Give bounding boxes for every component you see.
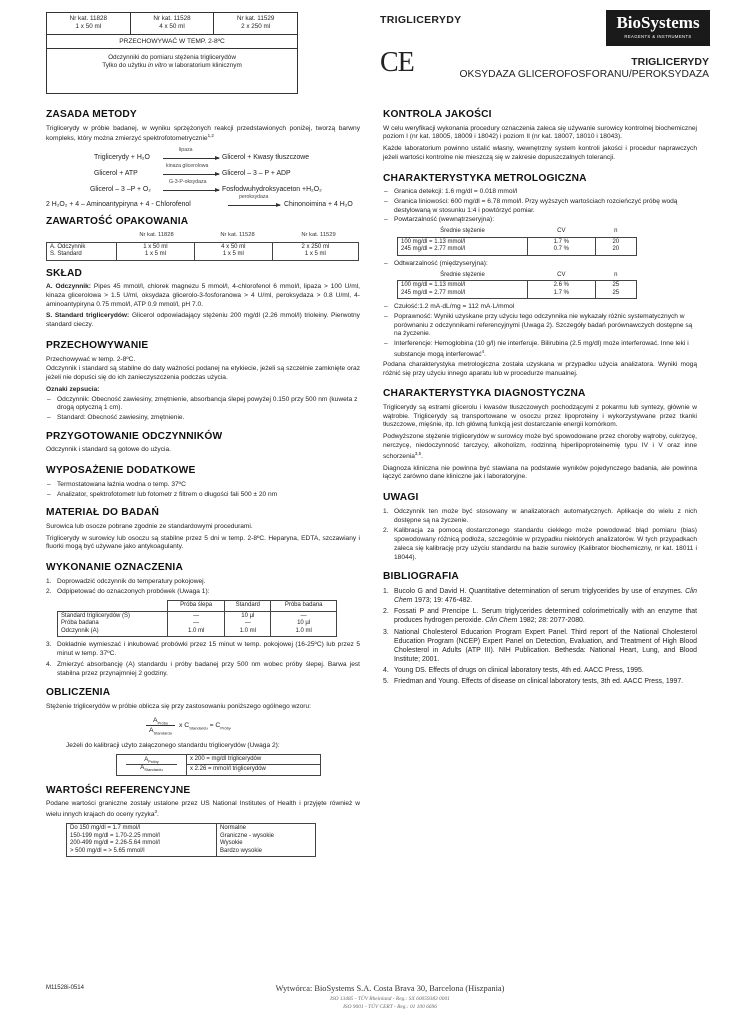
section-title-zawartosc: ZAWARTOŚĆ OPAKOWANIA (46, 216, 189, 228)
cat-cell-11528: Nr kat. 11528 4 x 50 ml (131, 13, 215, 34)
reaction-arrow (163, 190, 219, 191)
sklad-a: A. Odczynnik: Pipes 45 mmol/l, chlorek magnezu 5 mmol/l, 4-chlorofenol 6 mmol/l, lipaza > 100 U/ml, kinaza glicerolowa > 1.5 U/ml, oksydaza glicerolo-3-fosforanowa > 4 U/ml, peroksydaza > 0.8 U/ml, 4-aminoantypiryna 0.75 mmol/l, ATP 0.9 mmol/l, pH 7.0. (46, 283, 360, 308)
zasada-text: Triglicerydy w próbie badanej, w wyniku sprzężonych reakcji przedstawionych poniżej, tworzą barwny kompleks, który można zmierzyć spektrofotometrycznie$^{1,2}$ (46, 124, 360, 143)
section-title-wyposazenie: WYPOSAŻENIE DODATKOWE (46, 465, 196, 477)
pack-table: A. Odczynnik S. Standard 1 x 50 ml 1 x 5 ml 4 x 50 ml 1 x 5 ml 2 x 250 ml 1 x 5 ml (46, 242, 359, 261)
metrology-list-2: – Czułość:1.2 mA·dL/mg = 112 mA·L/mmol – Poprawność: Wyniki uzyskane przy użyciu tego odczynnika nie wykazały różnic systematycznych w porównaniu z odczynnikami referencyjnymi (Uwaga 2). Szczegóły badań porównawczych dostępne są na życzenie. – Interferencje: Hemoglobina (10 g/l) nie interferuje. Bilirubina (2.5 mg/dl) może interferować. Inne leki i substancje mogą interferować$^4$. (383, 303, 697, 360)
reaction-arrow (163, 174, 219, 175)
reaction-arrow (228, 205, 280, 206)
reaction-arrow (163, 158, 219, 159)
section-title-kontrola: KONTROLA JAKOŚCI (383, 109, 492, 120)
biosystems-logo: BioSystems REAGENTS & INSTRUMENTS (606, 10, 710, 46)
purpose-note: Odczynniki do pomiaru stężenia triglicerydów Tylko do użytku in vitro w laboratorium klinicznym (102, 54, 242, 69)
storage-note: PRZECHOWYWAĆ W TEMP. 2-8ºC (47, 35, 297, 49)
calc-table: $A_{Próby}$ $A_{Standardu}$ x 200 = mg/dl triglicerydów x 2.26 = mmol/l triglicerydów (116, 754, 321, 776)
section-title-wartosci: WARTOŚCI REFERENCYJNE (46, 784, 191, 796)
doc-title: TRIGLICERYDY (380, 14, 462, 26)
section-title-diagnostyczna: CHARAKTERYSTYKA DIAGNOSTYCZNA (383, 388, 586, 400)
reference-table: Do 150 mg/dl = 1.7 mmol/l 150-199 mg/dl = 1.70-2.25 mmol/l 200-499 mg/dl = 2.26-5.64 mmol/l > 500 mg/dl = > 5.65 mmol/l Normalne Graniczne - wysokie Wysokie Bardzo wysokie (66, 823, 316, 857)
doc-code: M11528i-0514 (46, 985, 84, 991)
section-title-sklad: SKŁAD (46, 267, 83, 279)
notes-list: 1. Odczynnik ten może być stosowany w analizatorach automatycznych. Aplikacje do wielu z nich dostępne są na życzenie. 2. Kalibracja za pomocą dostarczonego standardu ciekłego może powodować błąd pomiaru (bias) spowodowany różnicą podłoża, szczególnie w przypadku niektórych analizatorów. W tych przypadkach zaleca się kalibrację przy użyciu standardu na bazie surowicy (Kalibrator biochemiczny, nr kat. 18011 i 18044). (383, 507, 697, 561)
catalog-box (46, 12, 298, 94)
reference-text: Podane wartości graniczne zostały ustalone przez US National Institutes of Health i przyjęte również w wielu innych krajach do oceny ryzyka$^3$. (46, 800, 360, 819)
section-title-przechowywanie: PRZECHOWYWANIE (46, 339, 149, 351)
section-title-przygotowanie: PRZYGOTOWANIE ODCZYNNIKÓW (46, 430, 223, 442)
section-title-obliczenia: OBLICZENIA (46, 687, 111, 699)
iso-13485: ISO 13485 - TÜV Rheinland - Reg.: SX 60059383 0001 (330, 996, 450, 1002)
section-title-uwagi: UWAGI (383, 492, 419, 504)
section-title-metrologiczna: CHARAKTERYSTYKA METROLOGICZNA (383, 172, 587, 184)
section-title-zasada: ZASADA METODY (46, 109, 137, 120)
procedure-steps: 1. Doprowadzić odczynnik do temperatury pokojowej. 2. Odpipetować do oznaczonych probówek (Uwaga 1): (46, 577, 210, 596)
section-title-material: MATERIAŁ DO BADAŃ (46, 507, 159, 519)
manufacturer: Wytwórca: BioSystems S.A. Costa Brava 30, Barcelona (Hiszpania) (275, 984, 505, 993)
sklad-s: S. Standard triglicerydów: Glicerol odpowiadający stężeniu 200 mg/dl (2.26 mmol/l) trioleiny. Pierwotny standard cieczy. (46, 312, 360, 329)
precision-table-2: Średnie stężenie CV n 100 mg/dl = 1.13 mmol/l 245 mg/dl = 2.77 mmol/l 2.6 % 1.7 % 25 25 (397, 271, 637, 300)
pack-table-headers: Nr kat. 11828 Nr kat. 11528 Nr kat. 11529 (139, 231, 336, 238)
right-column: KONTROLA JAKOŚCI W celu weryfikacji wykonania procedury oznaczenia zaleca się używanie surowicy kontrolnej biochemicznej poziom I (nr kat. 18005, 18009 i 18042) i poziom II (nr kat. 18007, 18010 i 18043). Każde laboratorium powinno ustalić własny, wewnętrzny system kontroli jakości i procedur naprawczych jeżeli wartości kontrolne nie mieszczą się w zakresie dopuszczalnych tolerancji. CHARAKTERYSTYKA METROLOGICZNA – Granica detekcji: 1.6 mg/dl = 0.018 mmol/l – Granica liniowości: 600 mg/dl = 6.78 mmol/l. Przy wyższych wartościach rozcieńczyć próbę wodą destylowaną w stosunku 1:4 i powtórzyć pomiar. – Powtarzalność (wewnątrzseryjna): Średnie stężenie CV n 100 mg/dl = 1.13 mmol/l 245 mg/dl = 2.77 mmol/l 1.7 % 0.7 % 20 20 – Odtwarzalność (międzyseryjna): Średnie stężenie CV n 100 mg/dl = 1.13 mmol/l 245 mg/dl = 2.77 mmol/l 2.6 % 1.7 % 25 25 – Czułość:1.2 mA·dL/mg = 112 mA·L/mmol – Poprawność: Wyniki uzyskane przy użyciu tego odczynnika nie wykazały różnic systematycznych w porównaniu z odczynnikami referencyjnymi (Uwaga 2). Szczegóły badań porównawczych dostępne są na życzenie. – Interferencje: Hemoglobina (10 g/l) nie interferuje. Bilirubina (2.5 mg/dl) może interferować. Inne leki i substancje mogą interferować$^4$. Podana charakterystyka metrologiczna została uzyskana w przypadku użycia analizatora. Wyniki mogą różnić się przy użyciu innego aparatu lub w procedurze manualnej. CHARAKTERYSTYKA DIAGNOSTYCZNA Triglicerydy są estrami glicerolu i kwasów tłuszczowych pochodzącymi z pokarmu lub syntezy, głównie w wątrobie. Triglicerydy są transportowane w osoczu przez lipoproteiny i wykorzystywane przez tkanki tłuszczowe, mięśnie, itp. Ich główną funkcją jest dostarczanie energii komórkom. Podwyższone stężenie triglicerydów w surowicy może być spowodowane przez choroby wątroby, cukrzycę, nerczycę, niedoczynność tarczycy, alkoholizm, rodzinną hiperlipoproteinemię typu IV i V oraz inne schorzenia$^{3,5}$. Diagnoza kliniczna nie powinna być stawiana na podstawie wyników pojedynczego badania, ale powinna łączyć zarówno dane kliniczne jak i laboratoryjne. UWAGI 1. Odczynnik ten może być stosowany w analizatorach automatycznych. Aplikacje do wielu z nich dostępne są na życzenie. 2. Kalibracja za pomocą dostarczonego standardu ciekłego może powodować błąd pomiaru (bias) spowodowany różnicą podłoża, szczególnie w przypadku niektórych analizatorów. W tych przypadkach zaleca się kalibrację przy użyciu standardu na bazie surowicy (Kalibrator biochemiczny, nr kat. 18011 i 18044). BIBLIOGRAFIA 1. Bucolo G and David H. Quantitative determination of serum triglycerides by use of enzymes. Clin Chem 1973; 19: 476-482. 2. Fossati P and Prencipe L. Serum triglycerides determined colorimetrically with an enzyme that produces hydrogen peroxide. Clin Chem 1982; 28: 2077-2080. 3. National Cholesterol Educarion Program Expert Panel. Third report of the National Cholesterol Education Program (NCEP) Expert Panel on Detection, Evaluation, and Treatment of High Blood Cholesterol in Adults (ATP III). NIH Publication. Bethesda: National Heart, Lung, and Blood Institute; 2001. 4. Young DS. Effects of drugs on clinical laboratory tests, 4th ed. AACC Press, 1995. 5. Friedman and Young. Effects of disease on clinical laboratory tests, 3th ed. AACC Press, 1997. (383, 108, 697, 689)
equipment-list: – Termostatowana łaźnia wodna o temp. 37ºC – Analizator, spektrofotometr lub fotometr z filtrem o długości fali 500 ± 20 nm (46, 481, 360, 500)
section-title-bibliografia: BIBLIOGRAFIA (383, 571, 459, 583)
procedure-table: Próba ślepa Standard Próba badana Standard triglicerydów (S) Próba badana Odczynnik (A) — — 1.0 ml 10 µl — 1.0 ml — 10 µl 1.0 ml (57, 600, 337, 637)
ce-mark: CE (380, 47, 414, 78)
metrology-list: – Granica detekcji: 1.6 mg/dl = 0.018 mmol/l – Granica liniowości: 600 mg/dl = 6.78 mmol/l. Przy wyższych wartościach rozcieńczyć próbę wodą destylowaną w stosunku 1:4 i powtórzyć pomiar. – Powtarzalność (wewnątrzseryjna): (383, 188, 697, 225)
bibliography-list: 1. Bucolo G and David H. Quantitative determination of serum triglycerides by use of enzymes. Clin Chem 1973; 19: 476-482. 2. Fossati P and Prencipe L. Serum triglycerides determined colorimetrically with an enzyme that produces hydrogen peroxide. Clin Chem 1982; 28: 2077-2080. 3. National Cholesterol Educarion Program Expert Panel. Third report of the National Cholesterol Education Program (NCEP) Expert Panel on Detection, Evaluation, and Treatment of High Blood Cholesterol in Adults (ATP III). NIH Publication. Bethesda: National Heart, Lung, and Blood Institute; 2001. 4. Young DS. Effects of drugs on clinical laboratory tests, 4th ed. AACC Press, 1995. 5. Friedman and Young. Effects of disease on clinical laboratory tests, 3th ed. AACC Press, 1997. (383, 587, 697, 686)
iso-9001: ISO 9001 - TÜV CERT - Reg.: 01 100 6696 (343, 1004, 437, 1010)
method-name: OKSYDAZA GLICEROFOSFORANU/PEROKSYDAZA (459, 69, 709, 80)
cat-cell-11529: Nr kat. 11529 2 x 250 ml (237, 15, 275, 30)
reaction-equations: lipaza Triglicerydy + H₂O Glicerol + Kwasy tłuszczowe kinaza glicerolowa Glicerol + ATP Glicerol – 3 – P + ADP G-3-P-oksydaza Glicerol – 3 –P + O₂ Fosfodwuhydroksyaceton +H₂O₂ peroksydaza 2 H₂O₂ + 4 – Aminoantypiryna + 4 - Chlorofenol Chinonoimina + 4 H₂O (46, 147, 353, 209)
cat-cell-11828: Nr kat. 11828 1 x 50 ml (47, 13, 131, 34)
procedure-steps-2: 3. Dokładnie wymieszać i inkubować probówki przez 15 minut w temp. pokojowej (16-25ºC) lub przez 5 minut w temp. 37ºC. 4. Zmierzyć absorbancję (A) standardu i próby badanej przy 500 nm wobec próby ślepej. Barwa jest stabilna przez przynajmniej 2 godziny. (46, 641, 360, 677)
precision-table-1: Średnie stężenie CV n 100 mg/dl = 1.13 mmol/l 245 mg/dl = 2.77 mmol/l 1.7 % 0.7 % 20 20 (397, 227, 637, 256)
spoil-list: – Odczynnik: Obecność zawiesiny, zmętnienie, absorbancja ślepej powyżej 0.150 przy 500 nm (kuweta z drogą optyczną 1 cm). – Standard: Obecność zawiesiny, zmętnienie. (46, 396, 360, 423)
section-title-wykonanie: WYKONANIE OZNACZENIA (46, 562, 183, 574)
general-formula: $A_{Próby}$ $A_{Standardu}$ x $C_{Standardu} = C_{Próby}$ (146, 716, 360, 736)
subtitle: TRIGLICERYDY (631, 56, 709, 68)
left-column: ZASADA METODY Triglicerydy w próbie badanej, w wyniku sprzężonych reakcji przedstawionych poniżej, tworzą barwny kompleks, który można zmierzyć spektrofotometrycznie$^{1,2}$ lipaza Triglicerydy + H₂O Glicerol + Kwasy tłuszczowe kinaza glicerolowa Glicerol + ATP Glicerol – 3 – P + ADP G-3-P-oksydaza Glicerol – 3 –P + O₂ Fosfodwuhydroksyaceton +H₂O₂ peroksydaza 2 H₂O₂ + 4 – Aminoantypiryna + 4 - Chlorofenol Chinonoimina + 4 H₂O ZAWARTOŚĆ OPAKOWANIA Nr kat. 11828 Nr kat. 11528 Nr kat. 11529 A. Odczynnik S. Standard 1 x 50 ml 1 x 5 ml 4 x 50 ml 1 x 5 ml 2 x 250 ml 1 x 5 ml SKŁAD A. Odczynnik: Pipes 45 mmol/l, chlorek magnezu 5 mmol/l, 4-chlorofenol 6 mmol/l, lipaza > 100 U/ml, kinaza glicerolowa > 1.5 U/ml, oksydaza glicerolo-3-fosforanowa > 4 U/ml, peroksydaza > 0.8 U/ml, 4-aminoantypiryna 0.75 mmol/l, ATP 0.9 mmol/l, pH 7.0. S. Standard triglicerydów: Glicerol odpowiadający stężeniu 200 mg/dl (2.26 mmol/l) trioleiny. Pierwotny standard cieczy. PRZECHOWYWANIE Przechowywać w temp. 2-8ºC. Odczynnik i standard są stabilne do daty ważności podanej na etykiecie, jeżeli są szczelnie zamknięte oraz jeżeli nie dopuści się do ich zanieczyszczenia podczas użycia. Oznaki zepsucia: – Odczynnik: Obecność zawiesiny, zmętnienie, absorbancja ślepej powyżej 0.150 przy 500 nm (kuweta z drogą optyczną 1 cm). – Standard: Obecność zawiesiny, zmętnienie. PRZYGOTOWANIE ODCZYNNIKÓW Odczynnik i standard są gotowe do użycia. WYPOSAŻENIE DODATKOWE – Termostatowana łaźnia wodna o temp. 37ºC – Analizator, spektrofotometr lub fotometr z filtrem o długości fali 500 ± 20 nm MATERIAŁ DO BADAŃ Surowica lub osocze pobrane zgodnie ze standardowymi procedurami. Triglicerydy w surowicy lub osoczu są stabilne przez 5 dni w temp. 2-8ºC. Heparyna, EDTA, szczawiany i fluorki mogą być używane jako antykoagulanty. WYKONANIE OZNACZENIA 1. Doprowadzić odczynnik do temperatury pokojowej. 2. Odpipetować do oznaczonych probówek (Uwaga 1): Próba ślepa Standard Próba badana Standard triglicerydów (S) Próba badana Odczynnik (A) — — 1.0 ml 10 µl — 1.0 ml — 10 µl 1.0 ml 3. Dokładnie wymieszać i inkubować probówki przez 15 minut w temp. pokojowej (16-25ºC) lub przez 5 minut w temp. 37ºC. 4. Zmierzyć absorbancję (A) standardu i próby badanej przy 500 nm wobec próby ślepej. Barwa jest stabilna przez przynajmniej 2 godziny. OBLICZENIA Stężenie triglicerydów w próbie oblicza się przy zastosowaniu poniższego ogólnego wzoru: $A_{Próby}$ $A_{Standardu}$ x $C_{Standardu} = C_{Próby}$ Jeżeli do kalibracji użyto załączonego standardu triglicerydów (Uwaga 2): $A_{Próby}$ $A_{Standardu}$ x 200 = mg/dl triglicerydów x 2.26 = mmol/l triglicerydów WARTOŚCI REFERENCYJNE Podane wartości graniczne zostały ustalone przez US National Institutes of Health i przyjęte również w wielu innych krajach do oceny ryzyka$^3$. Do 150 mg/dl = 1.7 mmol/l 150-199 mg/dl = 1.70-2.25 mmol/l 200-499 mg/dl = 2.26-5.64 mmol/l > 500 mg/dl = > 5.65 mmol/l Normalne Graniczne - wysokie Wysokie Bardzo wysokie (46, 108, 360, 857)
